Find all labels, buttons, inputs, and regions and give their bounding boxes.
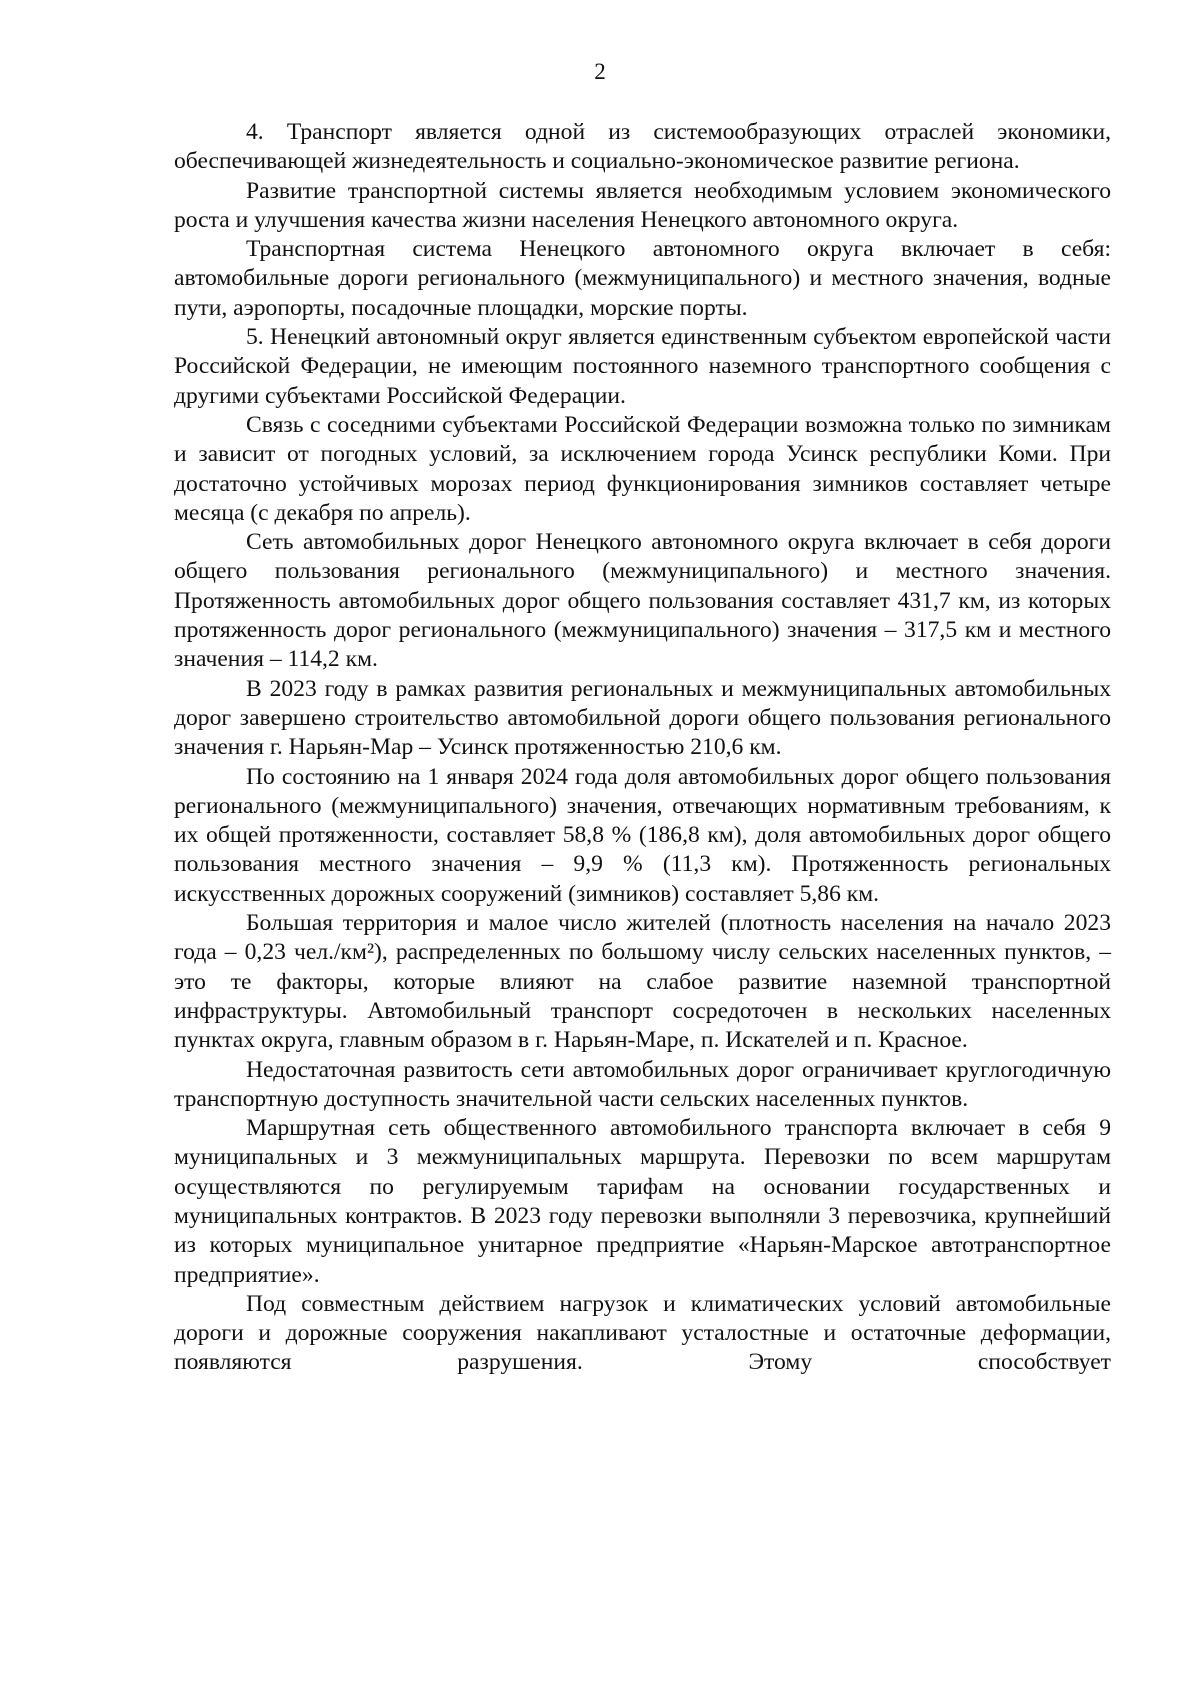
paragraph-road-condition-2024: По состоянию на 1 января 2024 года доля автомобильных дорог общего пользования регионального (межмуниципального) значения, отвечающих нормативным требованиям, к их общей протяженности, составляет 58,8 % (186,8 км), доля автомобильных дорог общего пользования местного значения – 9,9 % (11,3 км). Протяженность региональных искусственных дорожных сооружений (зимников) составляет 5,86 км. bbox=[174, 763, 1111, 907]
paragraph-transport-system: Транспортная система Ненецкого автономного округа включает в себя: автомобильные дороги регионального (межмуниципального) и местного значения, водные пути, аэропорты, посадочные площадки, морские порты. bbox=[174, 236, 1111, 321]
paragraph-transport-development: Развитие транспортной системы является необходимым условием экономического роста и улучшения качества жизни населения Ненецкого автономного округа. bbox=[174, 177, 1111, 233]
paragraph-road-deformation: Под совместным действием нагрузок и климатических условий автомобильные дороги и дорожные сооружения накапливают усталостные и остаточные деформации, появляются разрушения. Этому способствует bbox=[174, 1290, 1111, 1376]
paragraph-route-network: Маршрутная сеть общественного автомобильного транспорта включает в себя 9 муниципальных и 3 межмуниципальных маршрута. Перевозки по всем маршрутам осуществляются по регулируемым тарифам на основании государственных и муниципальных контрактов. В 2023 году перевозки выполняли 3 перевозчика, крупнейший из которых муниципальное унитарное предприятие «Нарьян-Марское автотранспортное предприятие». bbox=[174, 1115, 1111, 1288]
paragraph-road-network: Сеть автомобильных дорог Ненецкого автономного округа включает в себя дороги общего пользования регионального (межмуниципального) и местного значения. Протяженность автомобильных дорог общего пользования составляет 431,7 км, из которых протяженность дорог регионального (межмуниципального) значения – 317,5 км и местного значения – 114,2 км. bbox=[174, 529, 1111, 673]
document-body bbox=[174, 118, 1111, 1378]
paragraph-insufficient-network: Недостаточная развитость сети автомобильных дорог ограничивает круглогодичную транспортную доступность значительной части сельских населенных пунктов. bbox=[174, 1056, 1111, 1112]
paragraph-2023-construction: В 2023 году в рамках развития региональных и межмуниципальных автомобильных дорог завершено строительство автомобильной дороги общего пользования регионального значения г. Нарьян-Мар – Усинск протяженностью 210,6 км. bbox=[174, 675, 1111, 761]
paragraph-transport-role: 4. Транспорт является одной из системообразующих отраслей экономики, обеспечивающей жизнедеятельность и социально-экономическое развитие региона. bbox=[174, 119, 1111, 175]
paragraph-winter-roads: Связь с соседними субъектами Российской Федерации возможна только по зимникам и зависит от погодных условий, за исключением города Усинск республики Коми. При достаточно устойчивых морозах период функционирования зимников составляет четыре месяца (с декабря по апрель). bbox=[174, 411, 1111, 526]
page-number: 2 bbox=[594, 59, 606, 84]
paragraph-territory-population: Большая территория и малое число жителей (плотность населения на начало 2023 года – 0,23 чел./км²), распределенных по большому числу сельских населенных пунктов, – это те факторы, которые влияют на слабое развитие наземной транспортной инфраструктуры. Автомобильный транспорт сосредоточен в нескольких населенных пунктах округа, главным образом в г. Нарьян-Маре, п. Искателей и п. Красное. bbox=[174, 910, 1111, 1054]
paragraph-no-ground-connection: 5. Ненецкий автономный округ является единственным субъектом европейской части Российской Федерации, не имеющим постоянного наземного транспортного сообщения с другими субъектами Российской Федерации. bbox=[174, 324, 1111, 409]
